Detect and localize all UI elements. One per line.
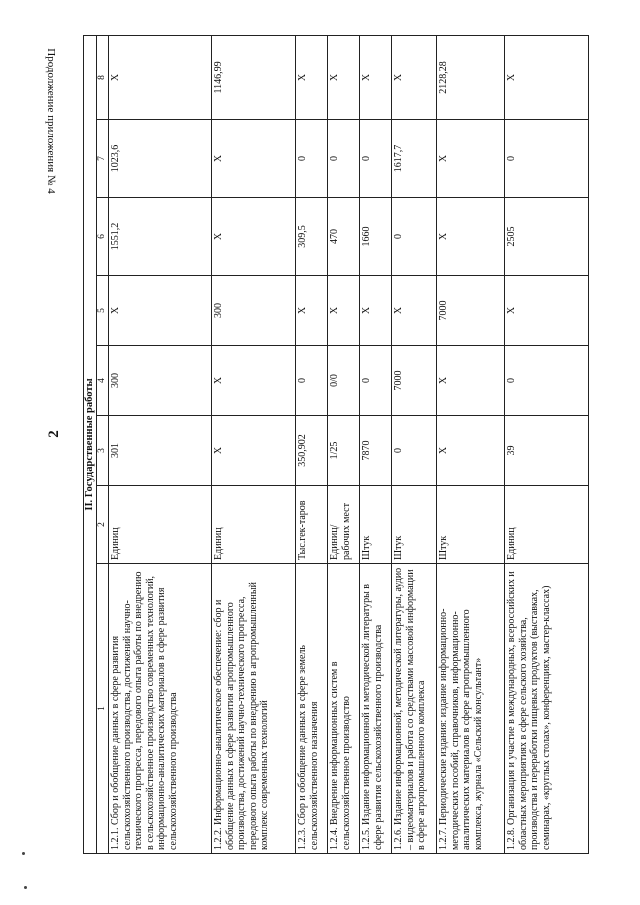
work-name-cell: 1.2.7. Периодические издания: издание информационно-методических пособий, справочников, информационно-аналитических материалов в сфере агропромышленного комплекса, журнала «Сельский консультант» (437, 564, 505, 854)
value-cell-col7: 0 (360, 120, 392, 198)
work-name-cell: 1.2.3. Сбор и обобщение данных в сфере земель сельскохозяйственного назначения (296, 564, 328, 854)
state-works-table (83, 35, 589, 854)
work-name-cell: 1.2.1. Сбор и обобщение данных в сфере развития сельскохозяйственного производства, достижений научно-технического прогресса, передового опыта работы по внедрению в сельскохозяйственное производство современных технологий, информационно-аналитических материалов в сфере развития сельскохозяйственного производства (109, 564, 212, 854)
unit-cell: Штук (437, 486, 505, 564)
work-name-cell: 1.2.4. Внедрение информационных систем в сельскохозяйственное производство (328, 564, 360, 854)
value-cell-col8: X (296, 35, 328, 119)
value-cell-col4: 0/0 (328, 346, 360, 416)
work-name-cell: 1.2.6. Издание информационной, методической литературы, аудио – видеоматериалов и работа со средствами массовой информации в сфере агропромышленного комплекса (392, 564, 437, 854)
table-sheet (83, 36, 613, 854)
column-number: 7 (97, 120, 109, 198)
table-row (109, 35, 212, 853)
table-row (505, 35, 589, 853)
value-cell-col4: X (212, 346, 296, 416)
value-cell-col6: X (437, 198, 505, 276)
unit-cell: Штук (360, 486, 392, 564)
table-row (328, 35, 360, 853)
unit-cell: Единиц/ рабочих мест (328, 486, 360, 564)
unit-cell: Тыс.гек-таров (296, 486, 328, 564)
value-cell-col7: 1023,6 (109, 120, 212, 198)
unit-cell: Единиц (109, 486, 212, 564)
value-cell-col5: X (505, 276, 589, 346)
value-cell-col3: 7870 (360, 416, 392, 486)
scan-speck (24, 886, 27, 889)
column-number: 2 (97, 486, 109, 564)
value-cell-col3: 1/25 (328, 416, 360, 486)
value-cell-col4: 300 (109, 346, 212, 416)
value-cell-col4: X (437, 346, 505, 416)
continuation-label: Продолжение приложения № 4 (45, 48, 57, 194)
value-cell-col7: 0 (328, 120, 360, 198)
column-number: 3 (97, 416, 109, 486)
value-cell-col7: 0 (505, 120, 589, 198)
value-cell-col6: 0 (392, 198, 437, 276)
value-cell-col8: 2128,28 (437, 35, 505, 119)
table-row (437, 35, 505, 853)
work-name-cell: 1.2.8. Организация и участие в международных, всероссийских и областных мероприятиях в сфере сельского хозяйства, производства и переработки пищевых продуктов (выставках, семинарах, «круглых столах», конференциях, мастер-классах) (505, 564, 589, 854)
value-cell-col6: 1660 (360, 198, 392, 276)
value-cell-col6: 309,5 (296, 198, 328, 276)
unit-cell: Единиц (212, 486, 296, 564)
column-number: 4 (97, 346, 109, 416)
work-name-cell: 1.2.5. Издание информационной и методической литературы в сфере развития сельскохозяйственного производства (360, 564, 392, 854)
scan-speck (22, 852, 25, 855)
value-cell-col8: X (505, 35, 589, 119)
value-cell-col5: X (109, 276, 212, 346)
section-title: II. Государственные работы (84, 35, 97, 853)
table-row (392, 35, 437, 853)
value-cell-col6: 1551,2 (109, 198, 212, 276)
work-name-cell: 1.2.2. Информационно-аналитическое обеспечение: сбор и обобщение данных в сфере развития агропромышленного производства, достижений научно-технического прогресса, передового опыта работы по внедрению в агропромышленный комплекс современных технологий (212, 564, 296, 854)
value-cell-col3: X (212, 416, 296, 486)
value-cell-col3: 301 (109, 416, 212, 486)
column-number: 8 (97, 35, 109, 119)
value-cell-col4: 0 (296, 346, 328, 416)
page-number: 2 (46, 430, 62, 438)
rotated-table-container (83, 36, 613, 854)
unit-cell: Штук (392, 486, 437, 564)
column-number: 6 (97, 198, 109, 276)
value-cell-col8: X (360, 35, 392, 119)
value-cell-col6: X (212, 198, 296, 276)
value-cell-col8: 1146,99 (212, 35, 296, 119)
value-cell-col4: 7000 (392, 346, 437, 416)
column-number: 5 (97, 276, 109, 346)
value-cell-col5: X (328, 276, 360, 346)
value-cell-col5: 300 (212, 276, 296, 346)
table-row (212, 35, 296, 853)
value-cell-col6: 2505 (505, 198, 589, 276)
value-cell-col4: 0 (505, 346, 589, 416)
value-cell-col6: 470 (328, 198, 360, 276)
column-number: 1 (97, 564, 109, 854)
value-cell-col5: X (296, 276, 328, 346)
value-cell-col7: 0 (296, 120, 328, 198)
value-cell-col3: 39 (505, 416, 589, 486)
value-cell-col8: X (328, 35, 360, 119)
value-cell-col3: 0 (392, 416, 437, 486)
unit-cell: Единиц (505, 486, 589, 564)
value-cell-col7: X (212, 120, 296, 198)
value-cell-col5: X (392, 276, 437, 346)
value-cell-col7: 1617,7 (392, 120, 437, 198)
value-cell-col8: X (109, 35, 212, 119)
value-cell-col5: 7000 (437, 276, 505, 346)
table-row (360, 35, 392, 853)
value-cell-col3: X (437, 416, 505, 486)
value-cell-col7: X (437, 120, 505, 198)
column-number-row (97, 35, 109, 853)
value-cell-col3: 350,902 (296, 416, 328, 486)
value-cell-col4: 0 (360, 346, 392, 416)
value-cell-col5: X (360, 276, 392, 346)
table-row (296, 35, 328, 853)
value-cell-col8: X (392, 35, 437, 119)
